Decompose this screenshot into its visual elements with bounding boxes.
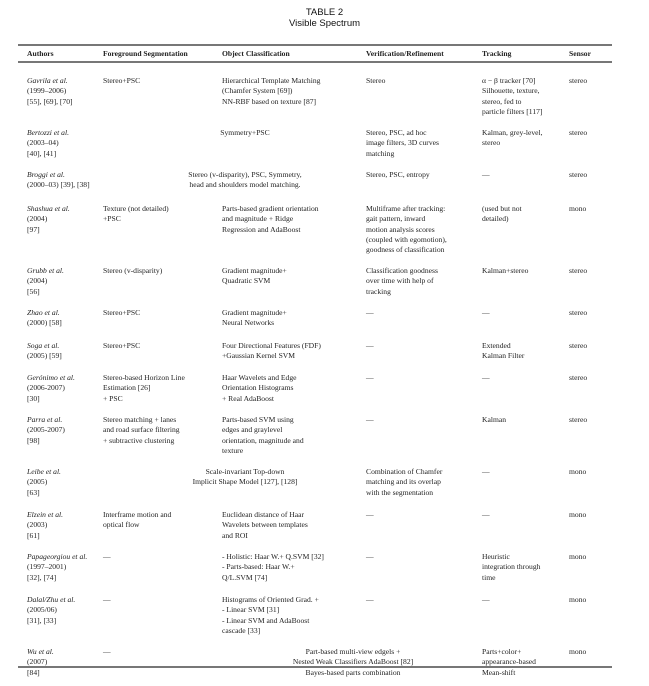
bottom-rule <box>18 666 612 668</box>
foreground-segmentation-cell: Interframe motion and optical flow <box>103 510 172 530</box>
segmentation-classification-cell: Symmetry+PSC <box>220 128 270 137</box>
author-name: Gerónimo et al. <box>27 373 75 382</box>
foreground-segmentation-cell: — <box>103 595 111 604</box>
sensor-cell: stereo <box>569 308 588 317</box>
foreground-segmentation-cell: Stereo+PSC <box>103 308 141 317</box>
author-name: Leibe et al. <box>27 467 61 476</box>
sensor-cell: mono <box>569 552 587 561</box>
sensor-cell: mono <box>569 204 587 213</box>
author-years-refs: (2000) [58] <box>27 318 62 328</box>
foreground-segmentation-cell: — <box>103 552 111 561</box>
object-classification-cell: Gradient magnitude+ Quadratic SVM <box>222 266 287 286</box>
authors-cell <box>27 552 87 583</box>
foreground-segmentation-cell: Stereo+PSC <box>103 76 141 85</box>
table-subtitle: Visible Spectrum <box>288 18 361 29</box>
verification-cell: — <box>366 595 374 604</box>
sensor-cell: mono <box>569 595 587 604</box>
author-name: Papageorgiou et al. <box>27 552 88 561</box>
tracking-cell: Kalman <box>482 415 507 424</box>
object-classification-cell: Haar Wavelets and Edge Orientation Histograms + Real AdaBoost <box>222 373 297 403</box>
authors-cell <box>27 415 65 446</box>
tracking-cell: — <box>482 170 490 179</box>
authors-cell <box>27 341 62 362</box>
author-name: Parra et al. <box>27 415 63 424</box>
verification-cell: — <box>366 373 374 382</box>
author-years-refs: (2006-2007) [30] <box>27 383 65 403</box>
foreground-segmentation-cell: Stereo-based Horizon Line Estimation [26] + PSC <box>103 373 185 403</box>
sensor-cell: stereo <box>569 128 588 137</box>
table-title: TABLE 2 <box>305 7 344 18</box>
header-authors: Authors <box>27 49 54 58</box>
tracking-cell: Heuristic integration through time <box>482 552 541 582</box>
verification-cell: Stereo, PSC, entropy <box>366 170 430 179</box>
tracking-cell: Parts+color+ appearance-based Mean-shift <box>482 647 536 677</box>
verification-cell: Combination of Chamfer matching and its overlap with the segmentation <box>366 467 443 497</box>
author-years-refs: (2004) [97] <box>27 214 48 234</box>
verification-cell: Stereo <box>366 76 386 85</box>
foreground-segmentation-cell: Texture (not detailed) +PSC <box>103 204 169 224</box>
header-rule <box>18 61 612 63</box>
author-years-refs: (2005-2007) [98] <box>27 425 65 445</box>
sensor-cell: stereo <box>569 415 588 424</box>
sensor-cell: stereo <box>569 341 588 350</box>
object-classification-cell: Euclidean distance of Haar Wavelets between templates and ROI <box>222 510 308 540</box>
object-classification-cell: - Holistic: Haar W.+ Q.SVM [32] - Parts-based: Haar W.+ Q/L.SVM [74] <box>222 552 324 582</box>
header-object-classification: Object Classification <box>222 49 290 58</box>
verification-cell: — <box>366 510 374 519</box>
author-name: Wu et al. <box>27 647 54 656</box>
object-classification-cell: Hierarchical Template Matching (Chamfer System [69]) NN-RBF based on texture [87] <box>222 76 321 106</box>
authors-cell <box>27 170 90 191</box>
tracking-cell: — <box>482 308 490 317</box>
author-name: Zhao et al. <box>27 308 60 317</box>
verification-cell: Multiframe after tracking: gait pattern, inward motion analysis scores (coupled with egomotion), goodness of classification <box>366 204 447 255</box>
header-foreground-segmentation: Foreground Segmentation <box>103 49 188 58</box>
author-name: Elzein et al. <box>27 510 64 519</box>
object-classification-cell: Parts-based gradient orientation and magnitude + Ridge Regression and AdaBoost <box>222 204 319 234</box>
sensor-cell: stereo <box>569 373 588 382</box>
author-name: Soga et al. <box>27 341 60 350</box>
foreground-segmentation-cell: Stereo matching + lanes and road surface filtering + subtractive clustering <box>103 415 180 445</box>
object-classification-cell: Parts-based SVM using edges and graylevel orientation, magnitude and texture <box>222 415 304 455</box>
tracking-cell: α − β tracker [70] Silhouette, texture, stereo, fed to particle filters [117] <box>482 76 543 116</box>
author-name: Broggi et al. <box>27 170 65 179</box>
verification-cell: — <box>366 552 374 561</box>
foreground-segmentation-cell: — <box>103 647 111 656</box>
header-verification: Verification/Refinement <box>366 49 444 58</box>
author-years-refs: (2005) [63] <box>27 477 48 497</box>
authors-cell <box>27 76 73 107</box>
authors-cell <box>27 510 63 541</box>
sensor-cell: stereo <box>569 266 588 275</box>
object-classification-cell: Gradient magnitude+ Neural Networks <box>222 308 287 328</box>
authors-cell <box>27 373 75 404</box>
tracking-cell: Kalman+stereo <box>482 266 529 275</box>
classification-verification-cell: Part-based multi-view edgels + Nested Weak Classifiers AdaBoost [82] Bayes-based parts combination <box>292 647 414 677</box>
authors-cell <box>27 266 64 297</box>
author-name: Grubb et al. <box>27 266 64 275</box>
author-years-refs: (1997–2001) [32], [74] <box>27 562 67 582</box>
authors-cell <box>27 204 70 235</box>
author-years-refs: (1999–2006) [55], [69], [70] <box>27 86 73 106</box>
authors-cell <box>27 128 69 159</box>
author-name: Gavrila et al. <box>27 76 68 85</box>
segmentation-classification-cell: Scale-invariant Top-down Implicit Shape Model [127], [128] <box>192 467 298 487</box>
author-years-refs: (2005/06) [31], [33] <box>27 605 57 625</box>
object-classification-cell: Four Directional Features (FDF) +Gaussian Kernel SVM <box>222 341 321 361</box>
foreground-segmentation-cell: Stereo (v-disparity) <box>103 266 163 275</box>
tracking-cell: — <box>482 510 490 519</box>
author-years-refs: (2004) [56] <box>27 276 48 296</box>
tracking-cell: — <box>482 467 490 476</box>
sensor-cell: mono <box>569 467 587 476</box>
tracking-cell: Extended Kalman Filter <box>482 341 525 361</box>
author-name: Shashua et al. <box>27 204 70 213</box>
verification-cell: — <box>366 308 374 317</box>
author-years-refs: (2007) [84] <box>27 657 48 677</box>
tracking-cell: — <box>482 595 490 604</box>
author-name: Dalal/Zhu et al. <box>27 595 76 604</box>
sensor-cell: mono <box>569 510 587 519</box>
tracking-cell: (used but not detailed) <box>482 204 522 224</box>
header-tracking: Tracking <box>482 49 512 58</box>
authors-cell <box>27 308 62 329</box>
author-years-refs: (2000–03) [39], [38] <box>27 180 90 190</box>
object-classification-cell: Histograms of Oriented Grad. + - Linear SVM [31] - Linear SVM and AdaBoost cascade [33] <box>222 595 319 635</box>
sensor-cell: mono <box>569 647 587 656</box>
author-years-refs: (2003) [61] <box>27 520 48 540</box>
header-sensor: Sensor <box>569 49 591 58</box>
authors-cell <box>27 647 54 678</box>
author-years-refs: (2003–04) [40], [41] <box>27 138 59 158</box>
top-rule <box>18 44 612 46</box>
authors-cell <box>27 467 61 498</box>
foreground-segmentation-cell: Stereo+PSC <box>103 341 141 350</box>
verification-cell: — <box>366 415 374 424</box>
tracking-cell: Kalman, grey-level, stereo <box>482 128 543 148</box>
author-name: Bertozzi et al. <box>27 128 69 137</box>
author-years-refs: (2005) [59] <box>27 351 62 361</box>
authors-cell <box>27 595 75 626</box>
verification-cell: — <box>366 341 374 350</box>
verification-cell: Stereo, PSC, ad hoc image filters, 3D curves matching <box>366 128 439 158</box>
tracking-cell: — <box>482 373 490 382</box>
sensor-cell: stereo <box>569 170 588 179</box>
segmentation-classification-cell: Stereo (v-disparity), PSC, Symmetry, head and shoulders model matching. <box>188 170 302 190</box>
verification-cell: Classification goodness over time with help of tracking <box>366 266 438 296</box>
sensor-cell: stereo <box>569 76 588 85</box>
